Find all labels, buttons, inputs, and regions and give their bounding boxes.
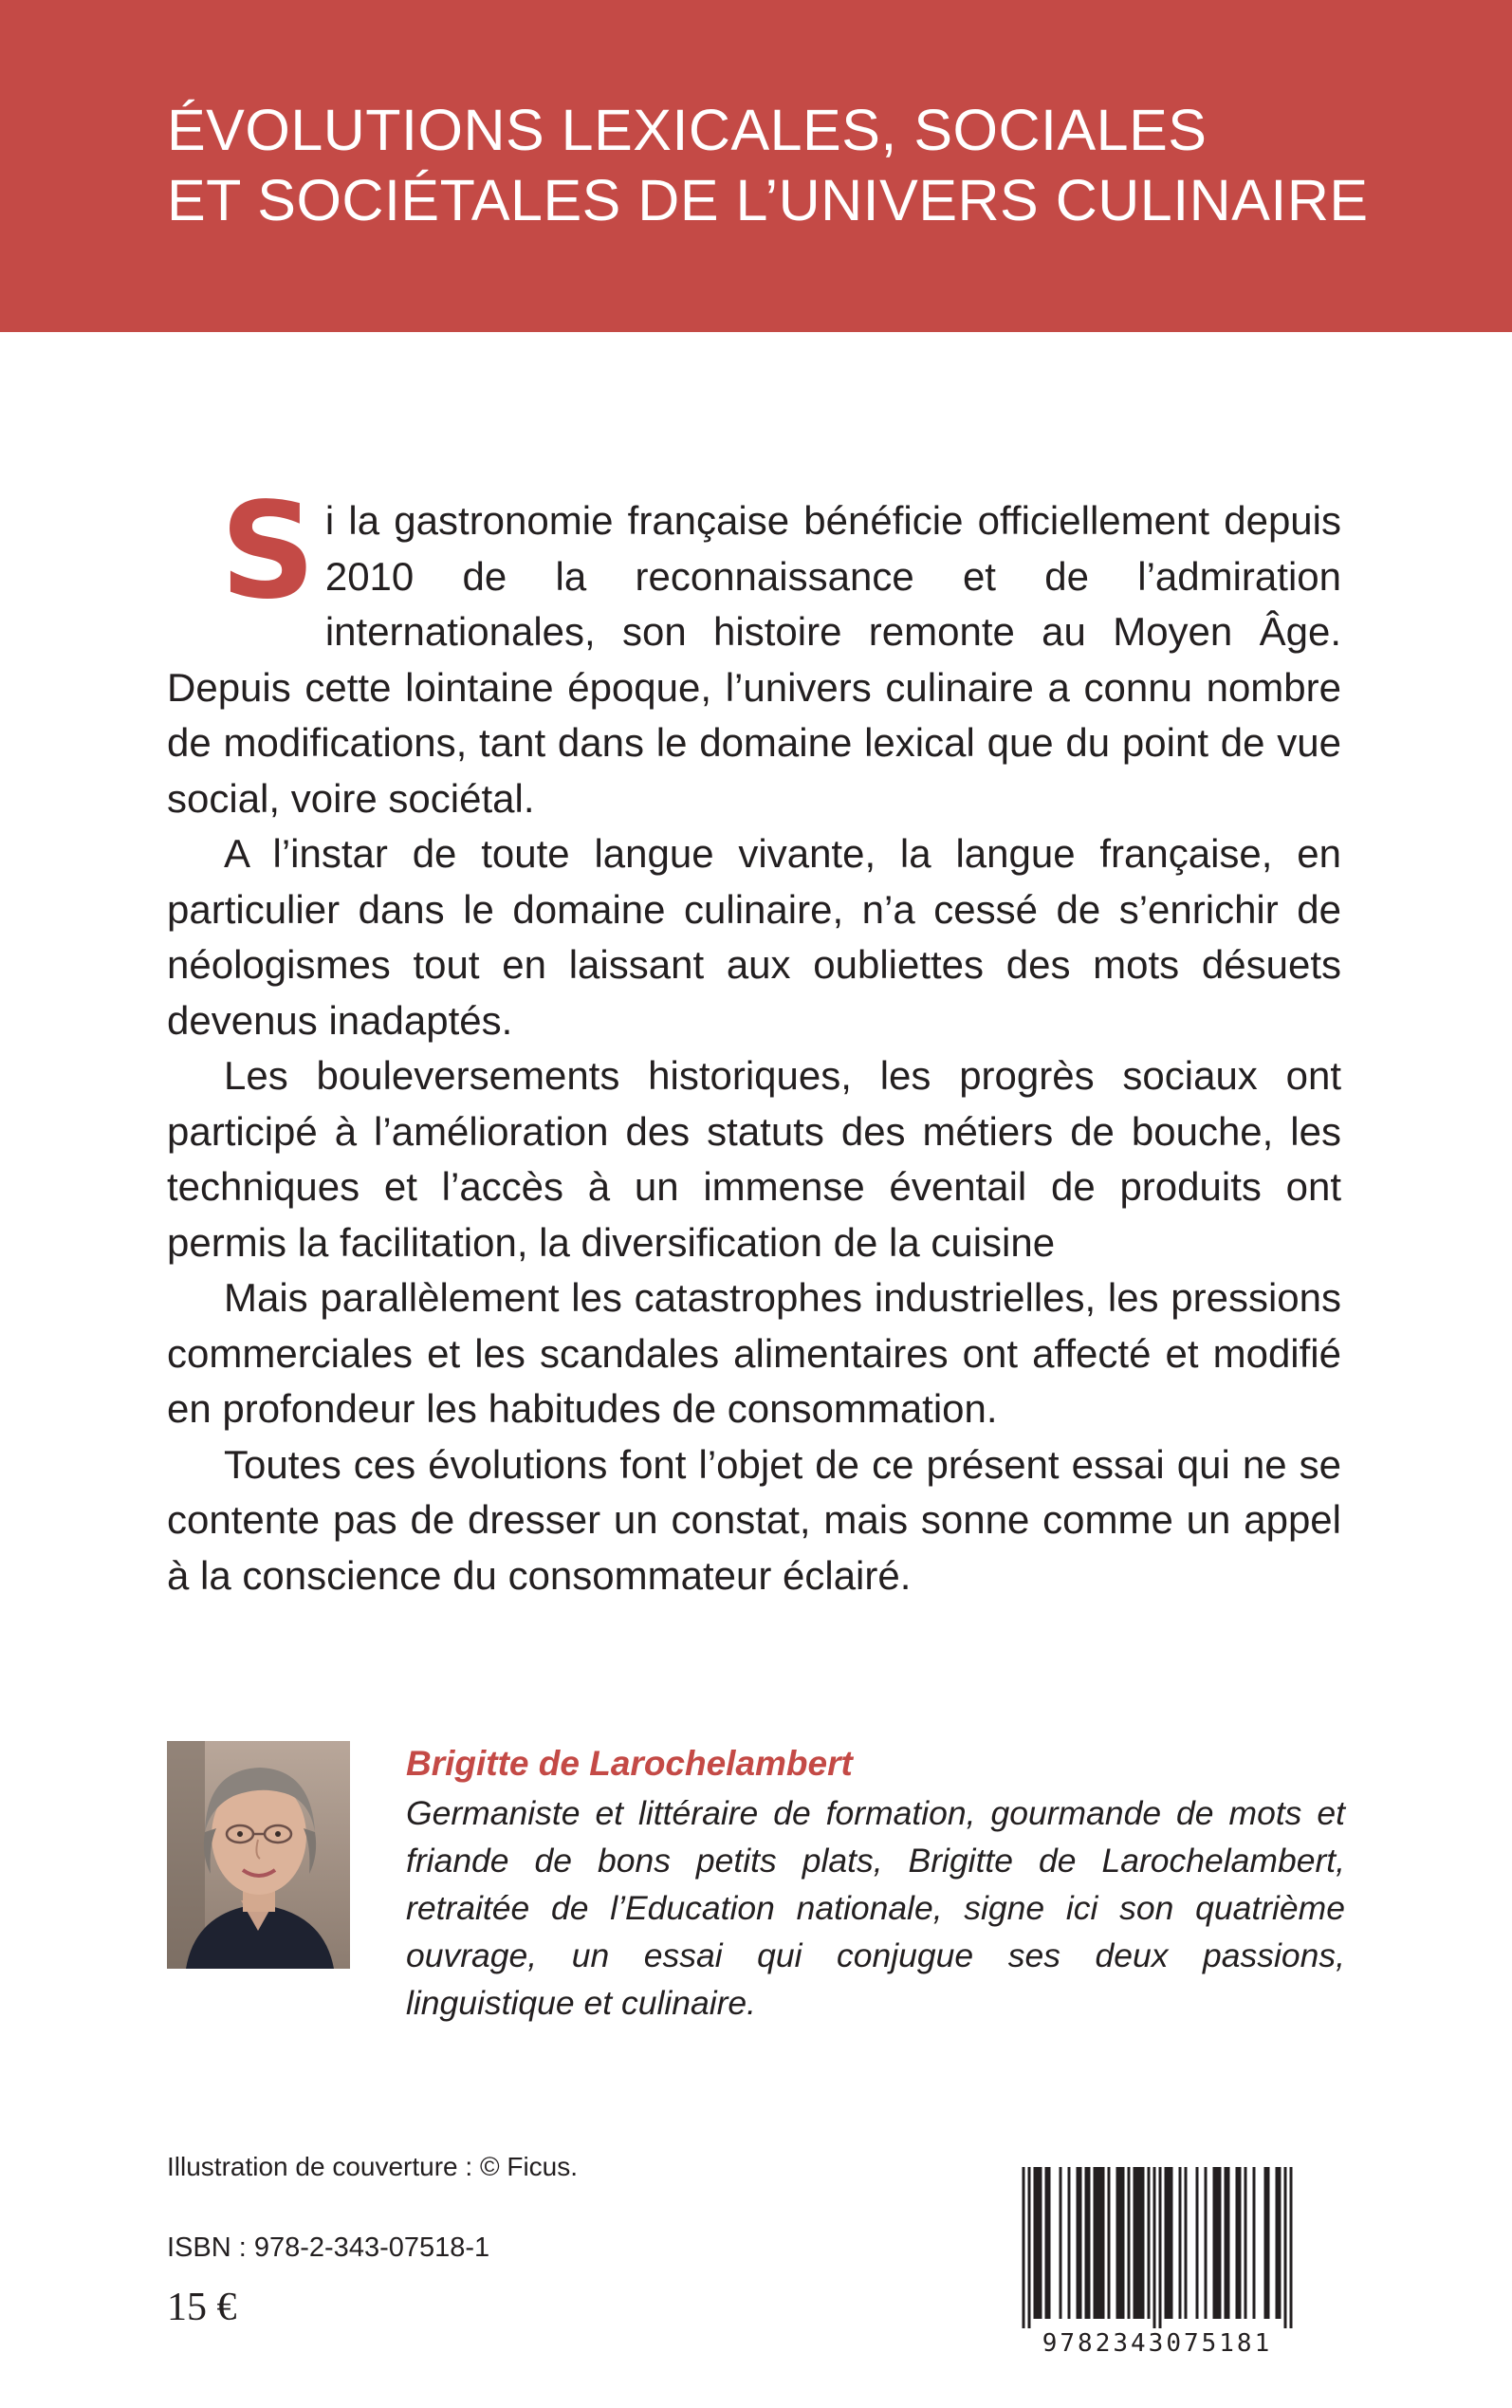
paragraph-1 [167,474,1341,826]
isbn: ISBN : 978-2-343-07518-1 [167,2232,490,2263]
barcode-bar [1116,2167,1119,2319]
barcode-bar [1165,2167,1168,2319]
title-line-2: ET SOCIÉTALES DE L’UNIVERS CULINAIRE [167,168,1369,232]
barcode-bar [1267,2167,1270,2319]
barcode-bar [1097,2167,1099,2319]
barcode-bar [1276,2167,1279,2319]
barcode-number: 9782343075181 [1042,2329,1273,2358]
title-line-1: ÉVOLUTIONS LEXICALES, SOCIALES [167,98,1208,162]
barcode-bar [1108,2167,1111,2319]
barcode-bar [1290,2167,1293,2328]
barcode-bar [1213,2167,1216,2319]
barcode-bar [1153,2167,1156,2328]
author-bio: Germaniste et littéraire de formation, gourmande de mots et friande de bons petits plats, Brigitte de Larochelambert, retraitée de l’Education nationale, signe ici son quatrième ouvrage, un essai qui conjugue ses deux passions, linguistique et culinaire. [406,1794,1345,2022]
book-title [167,95,1400,235]
author-photo [167,1741,350,1969]
barcode [992,2163,1322,2359]
barcode-bar [1253,2167,1256,2319]
barcode-bar [1040,2167,1042,2319]
barcode-bar [1264,2167,1267,2319]
barcode-bar [1077,2167,1079,2319]
drop-cap: S [220,474,316,629]
cover-credit: Illustration de couverture : © Ficus. [167,2152,579,2181]
barcode-bar [1079,2167,1082,2319]
barcode-bar [1034,2167,1037,2319]
barcode-bar [1085,2167,1088,2319]
barcode-bar [1134,2167,1136,2319]
paragraph-2: A l’instar de toute langue vivante, la langue française, en particulier dans le domaine culinaire, n’a cessé de s’enrichir de néologismes tout en laissant aux oubliettes des mots désuets devenus inadaptés. [167,831,1341,1043]
barcode-bar [1139,2167,1142,2319]
paragraph-4: Mais parallèlement les catastrophes industrielles, les pressions commerciales et les scandales alimentaires ont affecté et modifié en profondeur les habitudes de consommation. [167,1275,1341,1431]
barcode-bar [1227,2167,1230,2319]
barcode-bar [1142,2167,1145,2319]
barcode-bar [1122,2167,1125,2319]
paragraph-5: Toutes ces évolutions font l’objet de ce présent essai qui ne se contente pas de dresser un constat, mais sonne comme un appel à la conscience du consommateur éclairé. [167,1441,1341,1598]
author-block [406,1740,1345,2027]
barcode-bar [1171,2167,1173,2319]
barcode-bar [1068,2167,1071,2319]
paragraph-1-text: i la gastronomie française bénéficie officiellement depuis 2010 de la reconnaissance et de l’admiration internationales, son histoire remonte au Moyen Âge. Depuis cette lointaine époque, l’univers culinaire a connu nombre de modifications, tant dans le domaine lexical que du point de vue social, voire sociétal. [167,498,1341,821]
barcode-bar [1045,2167,1048,2319]
barcode-bar [1148,2167,1151,2319]
price: 15 € [167,2286,237,2329]
barcode-bar [1279,2167,1282,2319]
barcode-bar [1088,2167,1091,2319]
barcode-bar [1048,2167,1051,2319]
barcode-bar [1102,2167,1105,2319]
header-band [0,0,1512,332]
barcode-bar [1094,2167,1097,2319]
barcode-bar [1185,2167,1188,2319]
barcode-bar [1099,2167,1102,2319]
back-cover-summary [167,474,1341,1603]
barcode-bar [1239,2167,1242,2319]
barcode-bar [1136,2167,1139,2319]
barcode-bar [1128,2167,1131,2319]
barcode-bar [1168,2167,1171,2319]
barcode-bar [1119,2167,1122,2319]
barcode-bar [1205,2167,1208,2319]
paragraph-3: Les bouleversements historiques, les progrès sociaux ont participé à l’amélioration des statuts des métiers de bouche, les techniques et l’accès à un immense éventail de produits ont permis la facilitation, la diversification de la cuisine [167,1053,1341,1265]
barcode-bar [1159,2167,1162,2328]
barcode-bar [1179,2167,1182,2319]
author-name: Brigitte de Larochelambert [406,1744,853,1783]
barcode-bar [1060,2167,1062,2319]
barcode-bar [1028,2167,1031,2328]
barcode-bar [1023,2167,1025,2328]
barcode-bar [1216,2167,1219,2319]
barcode-bar [1284,2167,1287,2328]
barcode-bar [1245,2167,1247,2319]
barcode-bar [1037,2167,1040,2319]
barcode-bar [1225,2167,1227,2319]
barcode-bar [1236,2167,1239,2319]
barcode-bar [1219,2167,1222,2319]
barcode-bar [1196,2167,1199,2319]
